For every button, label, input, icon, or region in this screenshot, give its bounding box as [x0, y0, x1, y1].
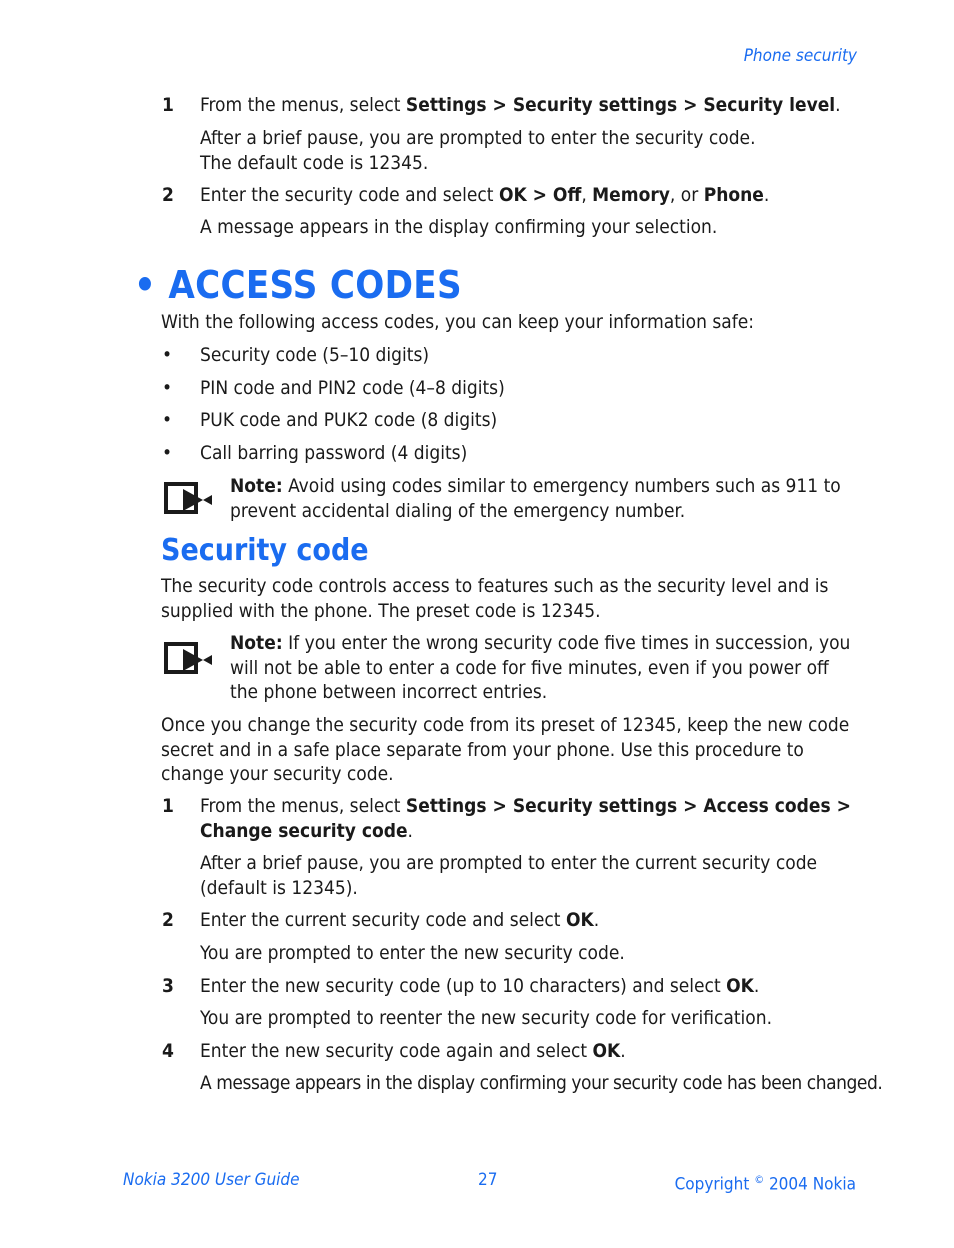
step-number: 1: [162, 94, 174, 116]
subsection-heading: Security code: [161, 533, 369, 568]
punctuation: ,: [581, 184, 593, 206]
step-instruction: [200, 1039, 860, 1064]
step-number: 1: [162, 795, 174, 817]
step-text: Enter the security code and select: [200, 184, 499, 206]
menu-path: Settings > Security settings > Access codes > Change security code: [200, 795, 851, 842]
step-detail: You are prompted to reenter the new security code for verification.: [200, 1007, 773, 1029]
menu-option: OK: [726, 975, 754, 997]
menu-path: Settings > Security settings > Security level: [405, 94, 836, 116]
punctuation: .: [835, 94, 841, 116]
section-heading: • ACCESS CODES: [134, 263, 462, 307]
list-item: PUK code and PUK2 code (8 digits): [200, 409, 498, 431]
step-instruction: [200, 183, 860, 208]
note-pencil-icon: [163, 480, 213, 516]
step-text: Enter the current security code and select: [200, 909, 566, 931]
menu-option: OK > Off: [498, 184, 582, 206]
bullet: •: [162, 409, 173, 431]
step-text: From the menus, select: [200, 795, 406, 817]
step-number: 4: [162, 1040, 174, 1062]
note-body: Avoid using codes similar to emergency numbers such as 911 to prevent accidental dialing of the emergency number.: [230, 475, 841, 522]
list-item: Call barring password (4 digits): [200, 442, 468, 464]
punctuation: .: [620, 1040, 626, 1062]
menu-option: Memory: [592, 184, 670, 206]
footer-guide-title: Nokia 3200 User Guide: [123, 1170, 300, 1190]
step-instruction: [200, 908, 860, 933]
intro-paragraph: With the following access codes, you can keep your information safe:: [161, 311, 755, 333]
step-number: 2: [162, 909, 174, 931]
step-number: 2: [162, 184, 174, 206]
paragraph: Once you change the security code from its preset of 12345, keep the new code secret and in a safe place separate from your phone. Use this procedure to change your security code.: [161, 714, 850, 785]
copyright-text: 2004 Nokia: [764, 1174, 856, 1195]
copyright-text: Copyright: [674, 1174, 755, 1195]
detail-line: After a brief pause, you are prompted to enter the security code.: [200, 127, 756, 149]
menu-option: OK: [565, 909, 594, 931]
step-detail: You are prompted to enter the new security code.: [200, 942, 625, 964]
step-text: Enter the new security code (up to 10 characters) and select: [200, 975, 727, 997]
note-label: Note:: [230, 632, 283, 654]
step-detail: A message appears in the display confirming your selection.: [200, 216, 718, 238]
note-pencil-icon: [163, 640, 213, 676]
bullet: •: [162, 442, 173, 464]
punctuation: , or: [669, 184, 704, 206]
footer-copyright: [675, 1168, 856, 1197]
punctuation: .: [407, 819, 413, 842]
menu-option: Phone: [703, 184, 764, 206]
detail-line: The default code is 12345.: [200, 151, 429, 174]
paragraph: The security code controls access to features such as the security level and is supplied with the phone. The preset code is 12345.: [161, 575, 829, 622]
list-item: PIN code and PIN2 code (4–8 digits): [200, 377, 505, 399]
step-instruction: [200, 974, 860, 999]
step-detail: [200, 126, 860, 175]
bullet: •: [162, 344, 173, 366]
step-number: 3: [162, 975, 174, 997]
step-detail: After a brief pause, you are prompted to enter the current security code (default is 12345).: [200, 852, 818, 899]
step-detail: A message appears in the display confirming your security code has been changed.: [200, 1072, 883, 1094]
note-text: [230, 474, 860, 523]
punctuation: .: [593, 909, 600, 931]
page-number: 27: [478, 1170, 498, 1190]
menu-option: OK: [592, 1040, 621, 1062]
note-body: If you enter the wrong security code five times in succession, you will not be able to enter a code for five minutes, even if you power off the phone between incorrect entries.: [230, 632, 851, 703]
step-instruction: [200, 794, 860, 843]
step-text: From the menus, select: [200, 94, 406, 116]
punctuation: .: [763, 184, 770, 206]
running-header: Phone security: [743, 46, 857, 66]
bullet: •: [162, 377, 173, 399]
step-text: Enter the new security code again and select: [200, 1040, 593, 1062]
step-instruction: [200, 93, 860, 118]
copyright-symbol: ©: [754, 1173, 765, 1186]
list-item: Security code (5–10 digits): [200, 344, 430, 366]
punctuation: .: [753, 975, 760, 997]
note-label: Note:: [230, 475, 283, 497]
note-text: [230, 631, 860, 705]
